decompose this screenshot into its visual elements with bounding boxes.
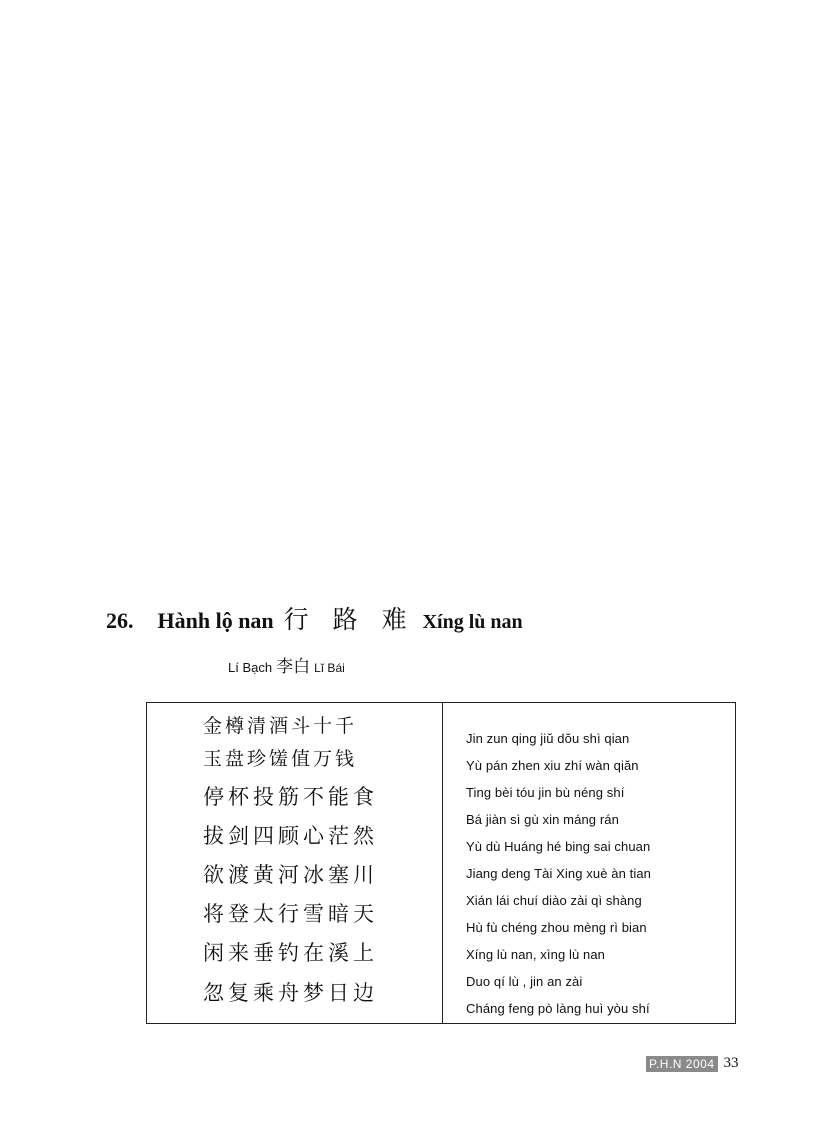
chinese-line: 玉盘珍馐值万钱 (203, 748, 358, 770)
author-pinyin: Lĭ Bái (314, 661, 345, 675)
pinyin-line: Bá jiàn sì gù xin máng rán (466, 812, 619, 827)
pinyin-line: Jin zun qing jiŭ dŏu shì qian (466, 731, 630, 746)
chinese-line: 拔剑四顾心茫然 (203, 824, 378, 848)
poem-number: 26. (106, 608, 134, 633)
pinyin-line: Hù fù chéng zhou mèng rì bian (466, 920, 647, 935)
chinese-title: 行 路 难 (283, 605, 415, 634)
author-chinese: 李白 (276, 657, 311, 677)
pinyin-title: Xíng lù nan (422, 611, 523, 633)
pinyin-line: Yù dù Huáng hé bing sai chuan (466, 839, 651, 854)
chinese-line: 闲来垂钓在溪上 (203, 941, 378, 965)
pinyin-line: Jiang deng Tài Xing xuè àn tian (466, 866, 651, 881)
poem-heading (106, 600, 523, 636)
pinyin-column (443, 703, 735, 1023)
chinese-line: 金樽清酒斗十千 (203, 715, 358, 737)
vietnamese-title: Hành lộ nan (157, 608, 274, 633)
chinese-column (147, 703, 443, 1023)
pinyin-line: Duo qí lù , jin an zài (466, 974, 583, 989)
author-vietnamese: Lí Bạch (228, 660, 273, 675)
chinese-line: 忽复乘舟梦日边 (203, 981, 378, 1005)
page-number: 33 (723, 1055, 739, 1071)
pinyin-line: Cháng feng pò làng huì yòu shí (466, 1001, 650, 1016)
chinese-line: 欲渡黄河冰塞川 (203, 863, 378, 887)
page-footer (646, 1055, 739, 1072)
chinese-line: 将登太行雪暗天 (203, 902, 378, 926)
chinese-line: 停杯投筋不能食 (203, 785, 378, 809)
poem-table (146, 702, 736, 1024)
publisher-stamp: P.H.N 2004 (646, 1056, 718, 1072)
author-line (228, 652, 345, 677)
pinyin-line: Ting bèi tóu jin bù néng shí (466, 785, 625, 800)
pinyin-line: Yù pán zhen xiu zhí wàn qiăn (466, 758, 639, 773)
pinyin-line: Xíng lù nan, xìng lù nan (466, 947, 606, 962)
pinyin-line: Xián lái chuí diào zài qì shàng (466, 893, 642, 908)
